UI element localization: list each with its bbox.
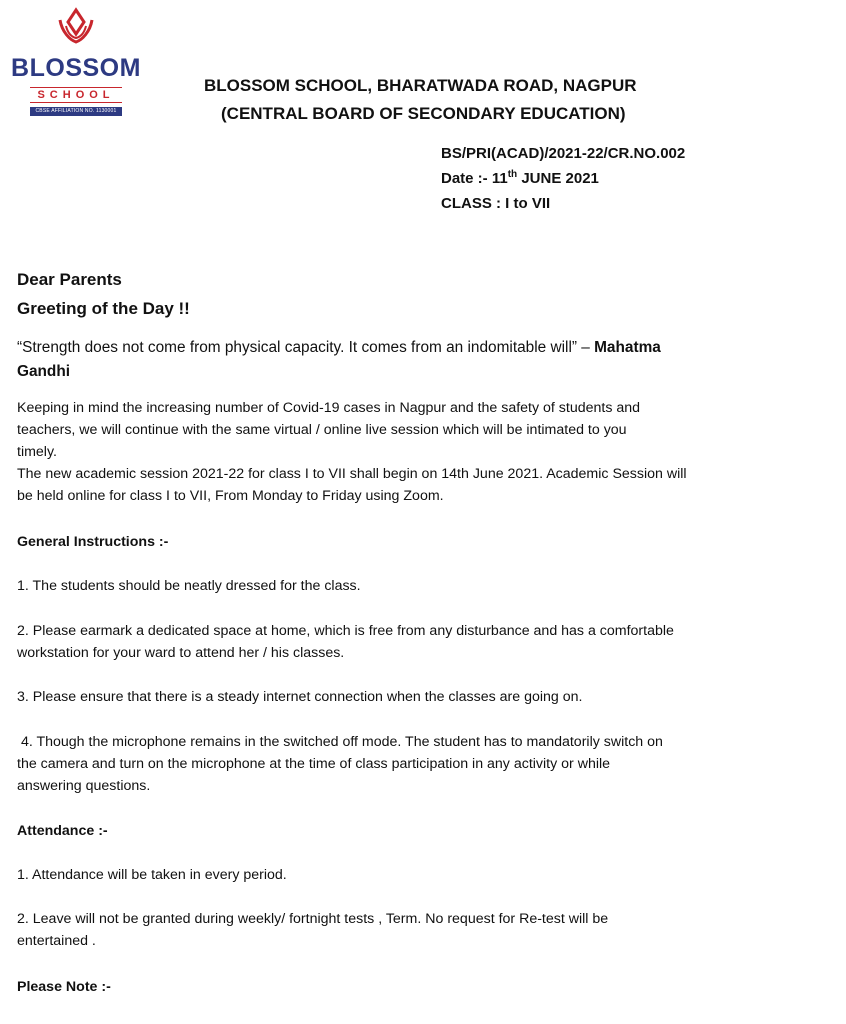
- date-ordinal: th: [507, 169, 518, 180]
- attendance-heading: Attendance :-: [17, 823, 108, 839]
- intro-line: timely.: [17, 444, 57, 460]
- school-name-heading: BLOSSOM SCHOOL, BHARATWADA ROAD, NAGPUR: [204, 76, 637, 95]
- instruction-item: the camera and turn on the microphone at the time of class participation in any activity or while: [17, 756, 611, 772]
- quote-author: Mahatma: [594, 339, 661, 356]
- date-suffix: JUNE 2021: [517, 170, 599, 187]
- attendance-item: entertained .: [17, 933, 96, 949]
- intro-line: The new academic session 2021-22 for class I to VII shall begin on 14th June 2021. Academic Session will: [17, 466, 687, 482]
- quote-line: [17, 339, 817, 357]
- instruction-item: 4. Though the microphone remains in the switched off mode. The student has to mandatorily switch on: [17, 734, 663, 750]
- board-heading: (CENTRAL BOARD OF SECONDARY EDUCATION): [221, 104, 626, 123]
- intro-line: teachers, we will continue with the same virtual / online live session which will be intimated to you: [17, 422, 627, 438]
- intro-line: Keeping in mind the increasing number of Covid-19 cases in Nagpur and the safety of students and: [17, 400, 641, 416]
- logo-affiliation: CBSE AFFILIATION NO. 1130001: [30, 107, 122, 116]
- logo-tagline: SCHOOL: [30, 87, 122, 103]
- greeting-line: Greeting of the Day !!: [17, 299, 190, 318]
- date-prefix: Date :- 11: [441, 170, 508, 187]
- quote-text: “Strength does not come from physical capacity. It comes from an indomitable will” –: [17, 339, 595, 356]
- salutation-line: Dear Parents: [17, 270, 122, 289]
- attendance-item: 2. Leave will not be granted during weekly/ fortnight tests , Term. No request for Re-test will be: [17, 911, 609, 927]
- instruction-item: answering questions.: [17, 778, 151, 794]
- attendance-item: 1. Attendance will be taken in every period.: [17, 867, 287, 883]
- circular-class: CLASS : I to VII: [441, 195, 551, 212]
- instruction-item: 1. The students should be neatly dressed for the class.: [17, 578, 361, 594]
- instruction-item: 2. Please earmark a dedicated space at home, which is free from any disturbance and has a comfortable: [17, 623, 674, 639]
- quote-author-cont: Gandhi: [17, 363, 71, 380]
- quote-author-line: [17, 363, 817, 381]
- general-instructions-heading: General Instructions :-: [17, 534, 169, 550]
- school-logo: [6, 6, 146, 118]
- instruction-item: workstation for your ward to attend her / his classes.: [17, 645, 345, 661]
- logo-wordmark: BLOSSOM: [11, 54, 141, 82]
- circular-number: BS/PRI(ACAD)/2021-22/CR.NO.002: [441, 145, 686, 162]
- lotus-icon: [54, 6, 98, 50]
- instruction-item: 3. Please ensure that there is a steady internet connection when the classes are going on.: [17, 689, 583, 705]
- please-note-heading: Please Note :-: [17, 979, 111, 995]
- intro-line: be held online for class I to VII, From Monday to Friday using Zoom.: [17, 488, 444, 504]
- circular-date: [441, 169, 599, 187]
